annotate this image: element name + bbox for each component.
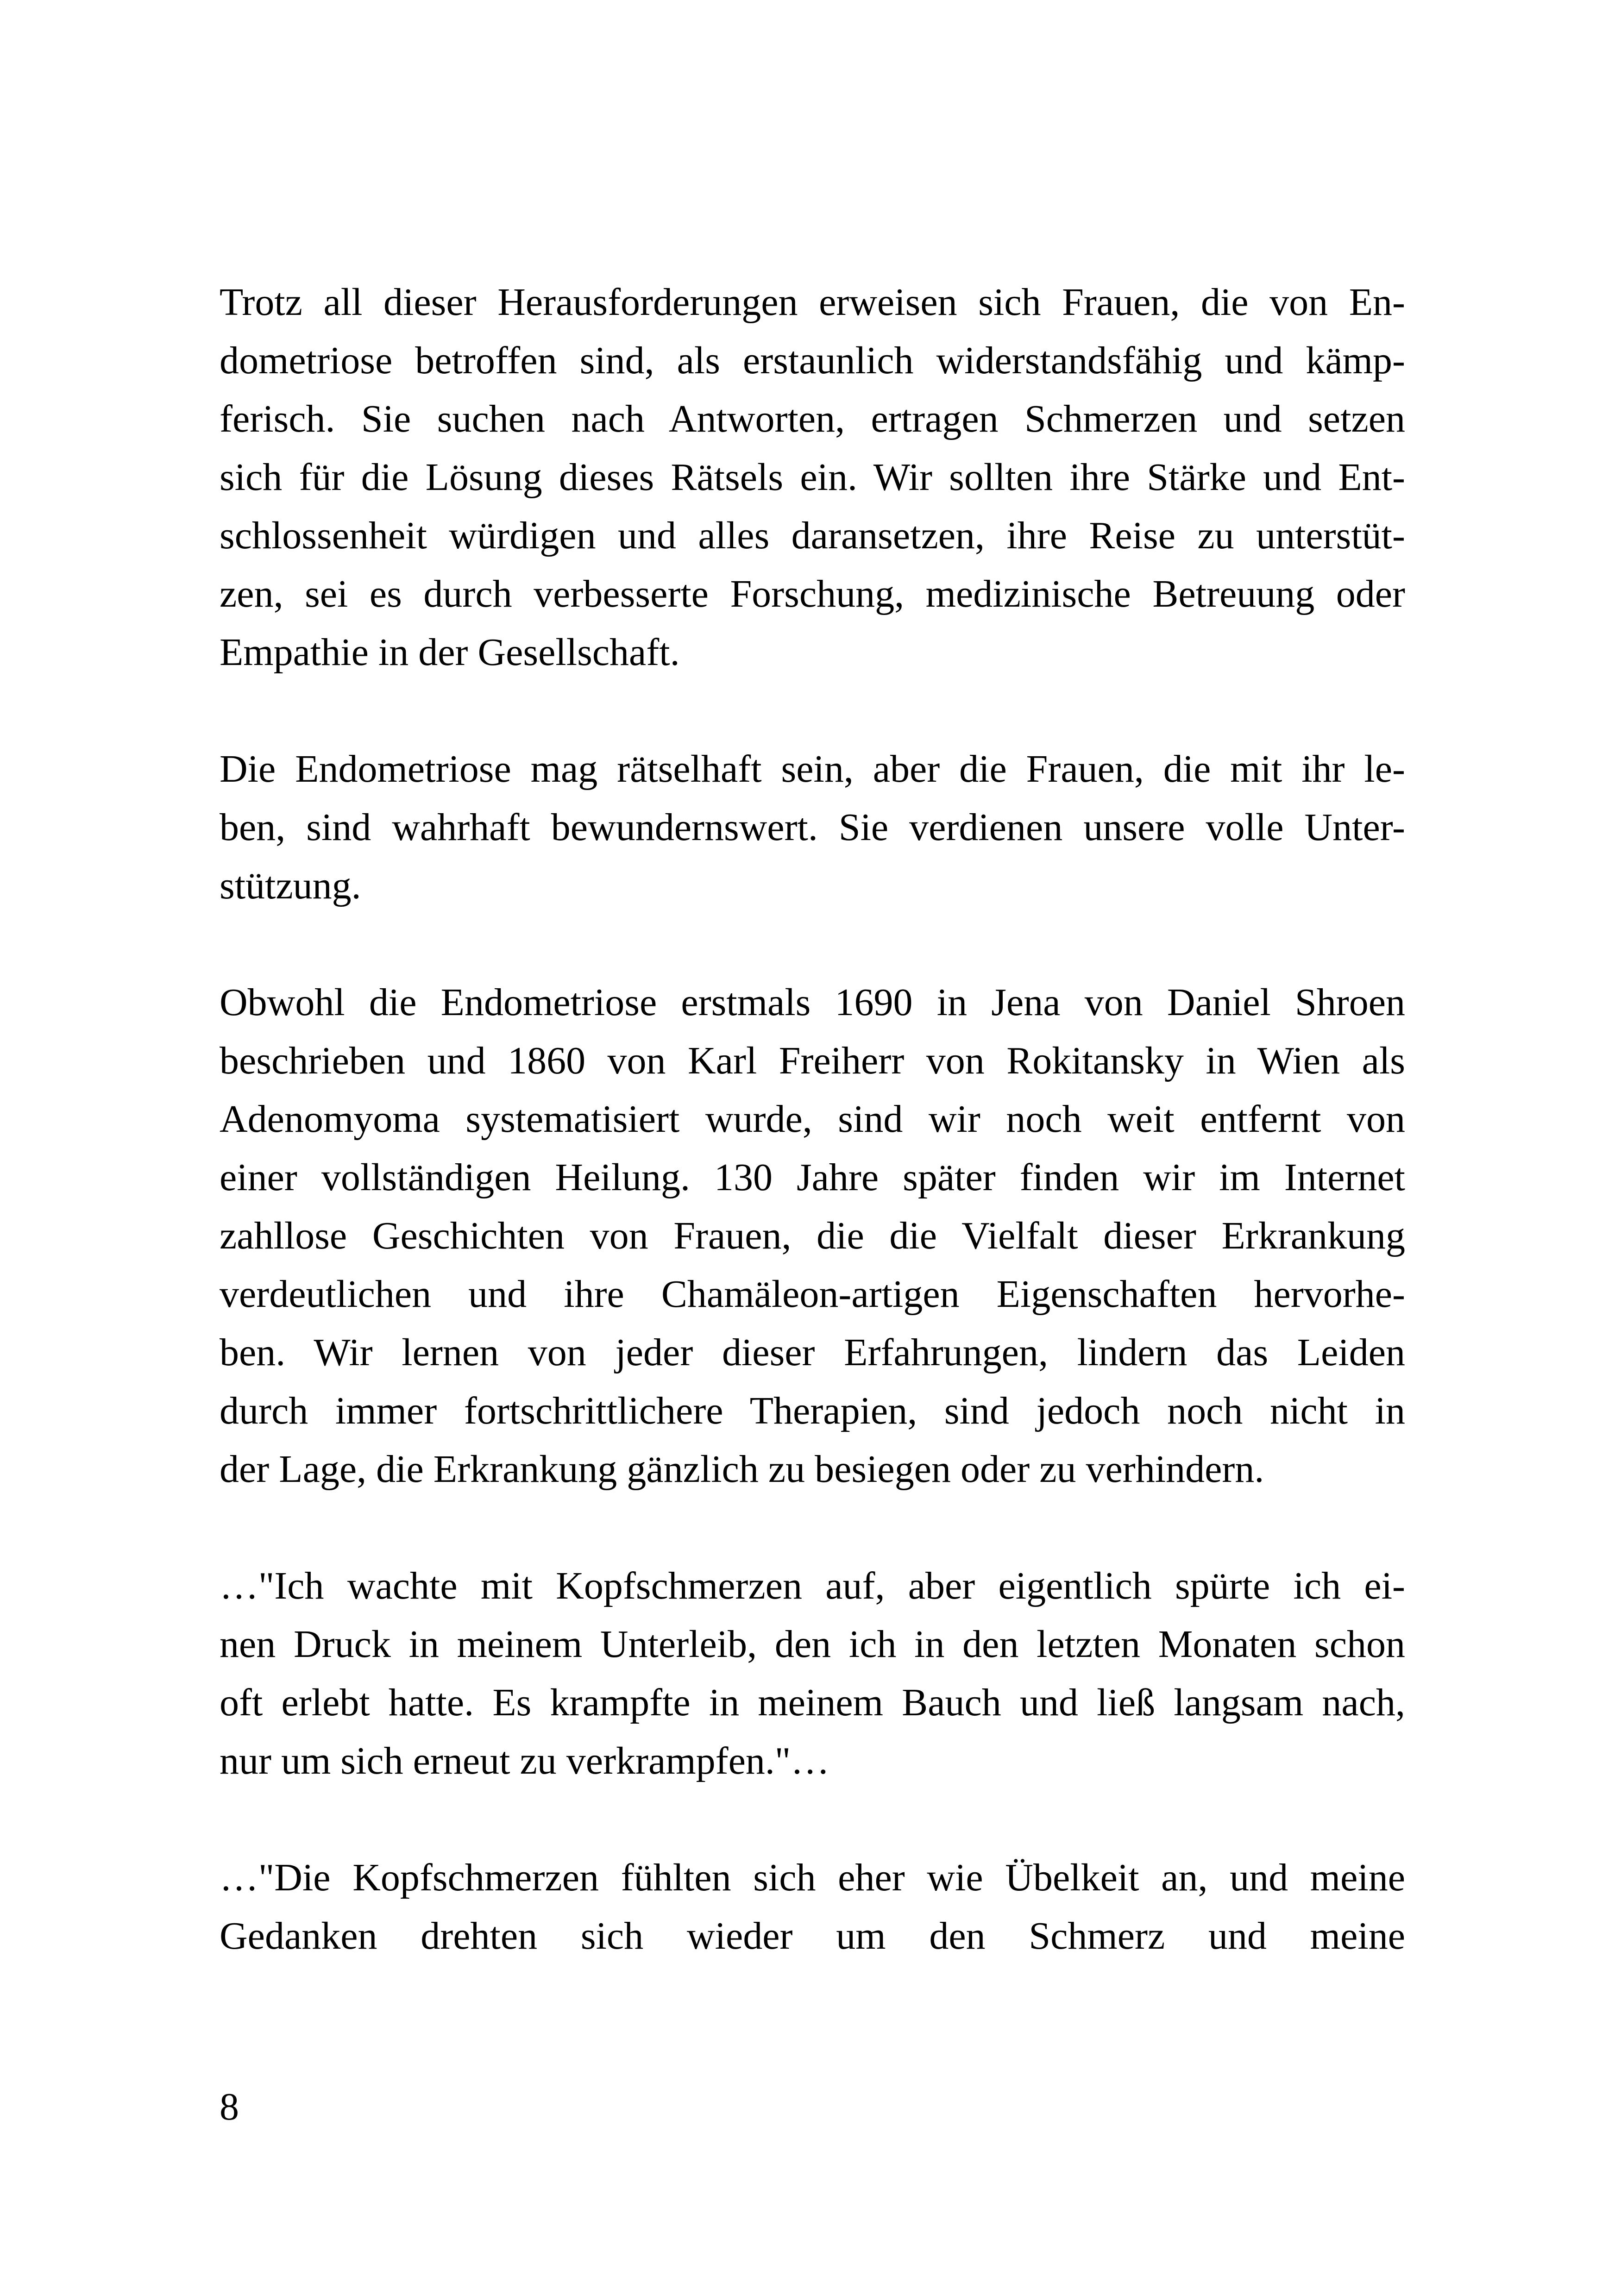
text-line: zahllose Geschichten von Frauen, die die Vielfalt dieser Erkrankung [220, 1214, 1405, 1257]
text-line: beschrieben und 1860 von Karl Freiherr von Rokitansky in Wien als [220, 1039, 1405, 1082]
page-number: 8 [220, 2085, 239, 2128]
text-line: schlossenheit würdigen und alles daransetzen, ihre Reise zu unterstüt- [220, 514, 1405, 557]
text-line: ben. Wir lernen von jeder dieser Erfahrungen, lindern das Leiden [220, 1331, 1405, 1374]
text-line: einer vollständigen Heilung. 130 Jahre später finden wir im Internet [220, 1156, 1405, 1199]
text-line: Gedanken drehten sich wieder um den Schmerz und meine [220, 1914, 1405, 1957]
text-line: nur um sich erneut zu verkrampfen."… [220, 1739, 830, 1782]
text-line: zen, sei es durch verbesserte Forschung, medizinische Betreuung oder [220, 572, 1405, 615]
paragraph-2 [220, 740, 1405, 915]
text-line: verdeutlichen und ihre Chamäleon-artigen Eigenschaften hervorhe- [220, 1273, 1405, 1316]
paragraph-gap [220, 1499, 1405, 1557]
text-line: …"Ich wachte mit Kopfschmerzen auf, aber eigentlich spürte ich ei- [220, 1564, 1405, 1607]
text-line: oft erlebt hatte. Es krampfte in meinem Bauch und ließ langsam nach, [220, 1681, 1405, 1724]
text-line: Trotz all dieser Herausforderungen erweisen sich Frauen, die von En- [220, 281, 1405, 324]
paragraph-gap [220, 682, 1405, 740]
text-line: sich für die Lösung dieses Rätsels ein. Wir sollten ihre Stärke und Ent- [220, 456, 1405, 499]
text-line: Adenomyoma systematisiert wurde, sind wir noch weit entfernt von [220, 1098, 1405, 1141]
text-line: der Lage, die Erkrankung gänzlich zu besiegen oder zu verhindern. [220, 1448, 1264, 1491]
text-line: Empathie in der Gesellschaft. [220, 631, 680, 674]
paragraph-gap [220, 1790, 1405, 1849]
text-line: Die Endometriose mag rätselhaft sein, aber die Frauen, die mit ihr le- [220, 747, 1405, 790]
body-text [220, 273, 1405, 1965]
text-line: ben, sind wahrhaft bewundernswert. Sie verdienen unsere volle Unter- [220, 806, 1405, 849]
text-line: dometriose betroffen sind, als erstaunlich widerstandsfähig und kämp- [220, 339, 1405, 382]
paragraph-1 [220, 273, 1405, 682]
paragraph-gap [220, 915, 1405, 973]
text-line: nen Druck in meinem Unterleib, den ich in den letzten Monaten schon [220, 1623, 1405, 1666]
text-line: durch immer fortschrittlichere Therapien, sind jedoch noch nicht in [220, 1389, 1405, 1432]
paragraph-4 [220, 1557, 1405, 1790]
text-line: ferisch. Sie suchen nach Antworten, ertragen Schmerzen und setzen [220, 397, 1405, 440]
text-line: Obwohl die Endometriose erstmals 1690 in Jena von Daniel Shroen [220, 981, 1405, 1024]
text-line: …"Die Kopfschmerzen fühlten sich eher wie Übelkeit an, und meine [220, 1856, 1405, 1899]
paragraph-3 [220, 973, 1405, 1499]
text-line: stützung. [220, 864, 361, 907]
paragraph-5 [220, 1849, 1405, 1965]
